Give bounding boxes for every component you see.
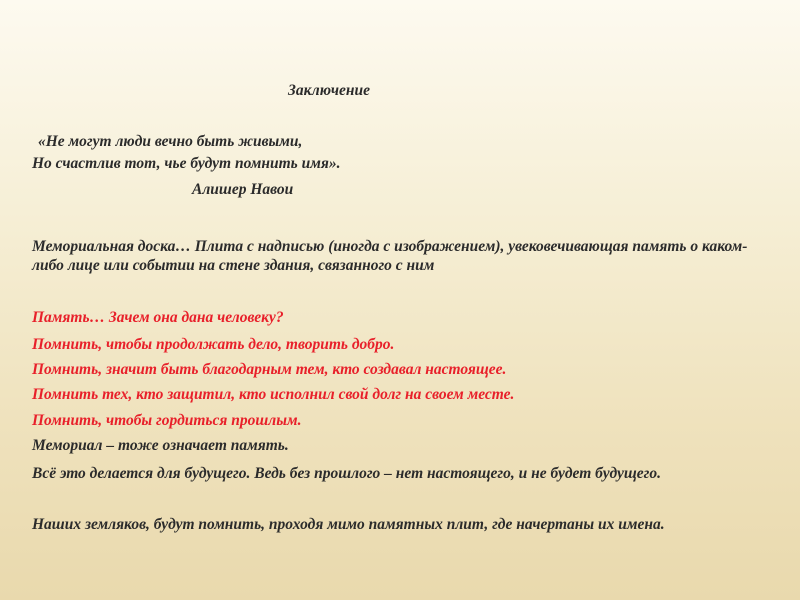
red-line-5: Помнить, чтобы гордиться прошлым. — [32, 412, 302, 429]
quote-line-2: Но счастлив тот, чье будут помнить имя». — [32, 155, 341, 172]
final-paragraph: Наших земляков, будут помнить, проходя мимо памятных плит, где начертаны их имена. — [32, 516, 665, 533]
future-paragraph: Всё это делается для будущего. Ведь без прошлого – нет настоящего, и не будет будущего. — [32, 465, 662, 482]
red-line-2: Помнить, чтобы продолжать дело, творить добро. — [32, 336, 395, 353]
memorial-line: Мемориал – тоже означает память. — [32, 437, 289, 454]
definition-paragraph: Мемориальная доска… Плита с надписью (иногда с изображением), увековечивающая память о каком-либо лице или событии на стене здания, связанного с ним — [32, 238, 748, 274]
quote-author: Алишер Навои — [192, 181, 294, 198]
slide-title: Заключение — [288, 82, 370, 99]
red-line-3: Помнить, значит быть благодарным тем, кто создавал настоящее. — [32, 361, 507, 378]
red-line-1: Память… Зачем она дана человеку? — [32, 309, 284, 326]
red-line-4: Помнить тех, кто защитил, кто исполнил свой долг на своем месте. — [32, 386, 515, 403]
quote-line-1: «Не могут люди вечно быть живыми, — [38, 133, 303, 150]
